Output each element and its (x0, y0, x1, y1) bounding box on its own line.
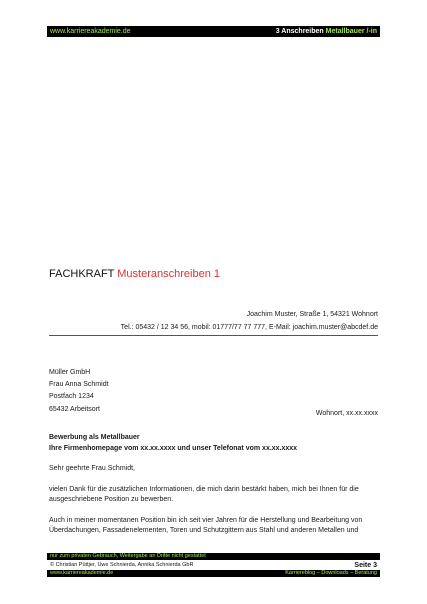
heading-highlight: Musteranschreiben 1 (117, 268, 220, 280)
page-heading (49, 268, 220, 280)
footer-site-link[interactable]: www.karriereakademie.de (50, 570, 114, 576)
footer-info-row (47, 560, 380, 570)
page-number: Seite 3 (354, 561, 377, 569)
letter-paragraph-1: vielen Dank für die zusätzlichen Informationen, die mich darin bestärkt haben, mich bei Ihnen für die ausgeschriebene Position zu bewerben. (49, 485, 359, 503)
recipient-person: Frau Anna Schmidt (49, 381, 109, 389)
sender-contact: Tel.: 05432 / 12 34 56, mobil: 01777/77 77 777, E-Mail: joachim.muster@abcdef.de (120, 324, 378, 331)
recipient-city: 65432 Arbeitsort (49, 405, 100, 413)
header-title-prefix: 3 Anschreiben (275, 28, 326, 35)
footer-notice: nur zum privaten Gebrauch, Weitergabe an Dritte nicht gestattet (47, 553, 380, 560)
sender-address: Joachim Muster, Straße 1, 54321 Wohnort (246, 311, 378, 318)
letter-salutation: Sehr geehrte Frau Schmidt, (49, 465, 135, 472)
footer-bottom-bar (47, 570, 380, 577)
page-footer (47, 553, 380, 577)
sender-divider (49, 335, 378, 336)
recipient-postbox: Postfach 1234 (49, 393, 94, 401)
date-line: Wohnort, xx.xx.xxxx (315, 410, 378, 417)
letter-paragraph-2: Auch in meiner momentanen Position bin ich seit vier Jahren für die Herstellung und Bearbeitung von Überdachungen, Fassadenelementen, Toren und Schutzgittern aus Stahl und anderen Metallen und (49, 516, 363, 534)
heading-prefix: FACHKRAFT (49, 268, 118, 280)
footer-tagline: Karriereblog – Downloads – Beratung (285, 570, 377, 576)
footer-copyright: © Christian Püttjer, Uwe Schnierda, Annika Schnierda GbR (50, 562, 194, 568)
letter-subject-1: Bewerbung als Metallbauer (49, 434, 140, 441)
header-title-highlight: Metallbauer /-in (325, 28, 377, 35)
recipient-company: Müller GmbH (49, 369, 91, 376)
letter-body (49, 433, 379, 537)
header-site-link[interactable]: www.karriereakademie.de (50, 28, 131, 35)
header-title (276, 28, 377, 35)
header-bar (47, 26, 380, 37)
sender-block (121, 308, 378, 334)
recipient-block (49, 367, 109, 416)
letter-subject-2: Ihre Firmenhomepage vom xx.xx.xxxx und unser Telefonat vom xx.xx.xxxx (49, 444, 298, 452)
